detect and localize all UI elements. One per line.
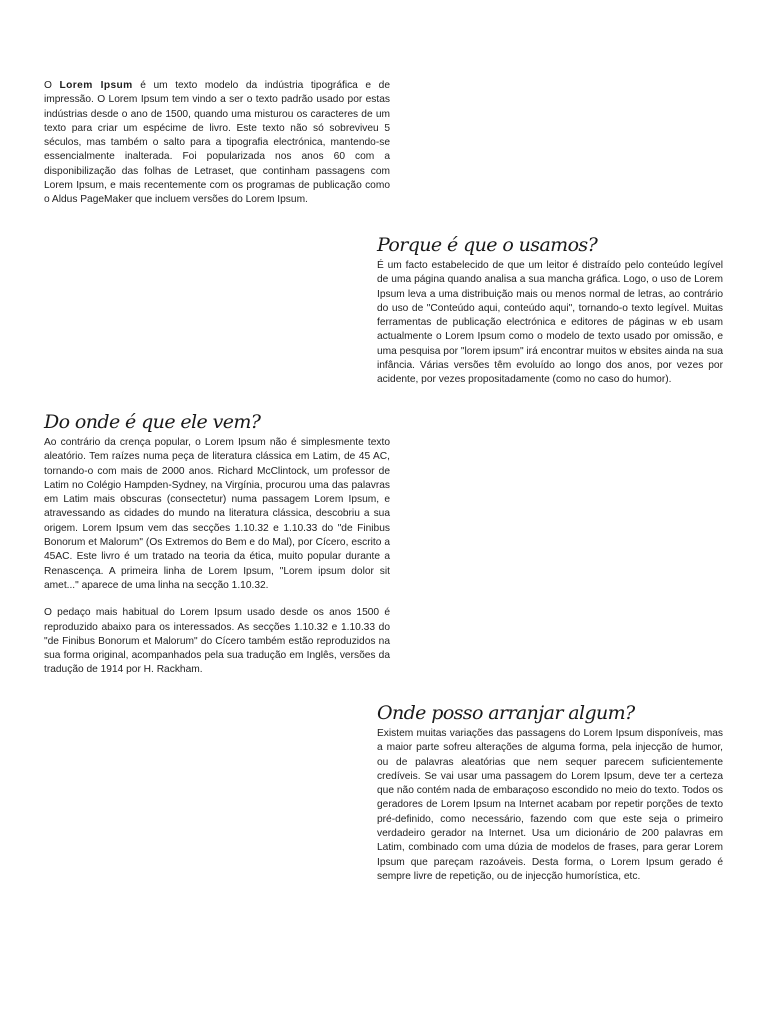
intro-section (44, 79, 390, 208)
intro-body: é um texto modelo da indústria tipográfica e de impressão. O Lorem Ipsum tem vindo a ser o texto padrão usado por estas indústrias desde o ano de 1500, quando uma misturou os caracteres de um texto para criar um espécime de livro. Este texto não só sobreviveu 5 séculos, mas também o salto para a tipografia electrónica, mantendo-se essencialmente inalterada. Foi popularizada nos anos 60 com a disponibilização das folhas de Letraset, que continham passagens com Lorem Ipsum, e mais recentemente com os programas de publicação como o Aldus PageMaker que incluem versões do Lorem Ipsum. (44, 80, 390, 206)
intro-lead: O (44, 80, 60, 91)
heading-onde: Onde posso arranjar algum? (377, 702, 635, 724)
intro-strong-term: Lorem Ipsum (59, 80, 133, 91)
paragraph-onde: Existem muitas variações das passagens do Lorem Ipsum disponíveis, mas a maior parte sofreu alterações de alguma forma, pela injecção de humor, ou de palavras aleatórias que nem sequer parecem suficientemente credíveis. Se vai usar uma passagem do Lorem Ipsum, deve ter a certeza que não contém nada de embaraçoso escondido no meio do texto. Todos os geradores de Lorem Ipsum na Internet acabam por repetir porções de texto pré-definido, como necessário, fazendo com que este seja o primeiro verdadeiro gerador na Internet. Usa um dicionário de 200 palavras em Latim, combinado com uma dúzia de modelos de frases, para gerar Lorem Ipsum que pareçam razoáveis. Desta forma, o Lorem Ipsum gerado é sempre livre de repetição, ou de injecção humorística, etc. (377, 728, 723, 882)
section-donde (44, 410, 390, 678)
section-onde (377, 701, 723, 884)
intro-paragraph (44, 79, 390, 208)
section-porque (377, 233, 723, 388)
heading-porque: Porque é que o usamos? (377, 234, 598, 256)
paragraph-porque: É um facto estabelecido de que um leitor é distraído pelo conteúdo legível de uma página quando analisa a sua mancha gráfica. Logo, o uso de Lorem Ipsum leva a uma distribuição mais ou menos normal de letras, ao contrário do uso de "Conteúdo aqui, conteúdo aqui", tornando-o texto legível. Muitas ferramentas de publicação electrónica e editores de páginas w eb usam actualmente o Lorem Ipsum como o modelo de texto usado por omissão, e uma pesquisa por "lorem ipsum" irá encontrar muitos w ebsites ainda na sua infância. Várias versões têm evoluído ao longo dos anos, por vezes por acidente, por vezes propositadamente (como no caso do humor). (377, 260, 723, 386)
heading-donde: Do onde é que ele vem? (44, 411, 261, 433)
paragraph-donde-2: O pedaço mais habitual do Lorem Ipsum usado desde os anos 1500 é reproduzido abaixo para os interessados. As secções 1.10.32 e 1.10.33 do "de Finibus Bonorum et Malorum" do Cícero também estão reproduzidos na sua forma original, acompanhados pela sua tradução em Inglês, versões da tradução de 1914 por H. Rackham. (44, 607, 390, 676)
paragraph-donde-1: Ao contrário da crença popular, o Lorem Ipsum não é simplesmente texto aleatório. Tem raízes numa peça de literatura clássica em Latim, de 45 AC, tornando-o com mais de 2000 anos. Richard McClintock, um professor de Latim no Colégio Hampden-Sydney, na Virgínia, procurou uma das palavras em Latim mais obscuras (consectetur) numa passagem Lorem Ipsum, e atravessando as cidades do mundo na literatura clássica, descobriu a sua origem. Lorem Ipsum vem das secções 1.10.32 e 1.10.33 do "de Finibus Bonorum et Malorum" (Os Extremos do Bem e do Mal), por Cícero, escrito a 45AC. Este livro é um tratado na teoria da ética, muito popular durante a Renascença. A primeira linha de Lorem Ipsum, "Lorem ipsum dolor sit amet..." aparece de uma linha na secção 1.10.32. (44, 437, 390, 591)
